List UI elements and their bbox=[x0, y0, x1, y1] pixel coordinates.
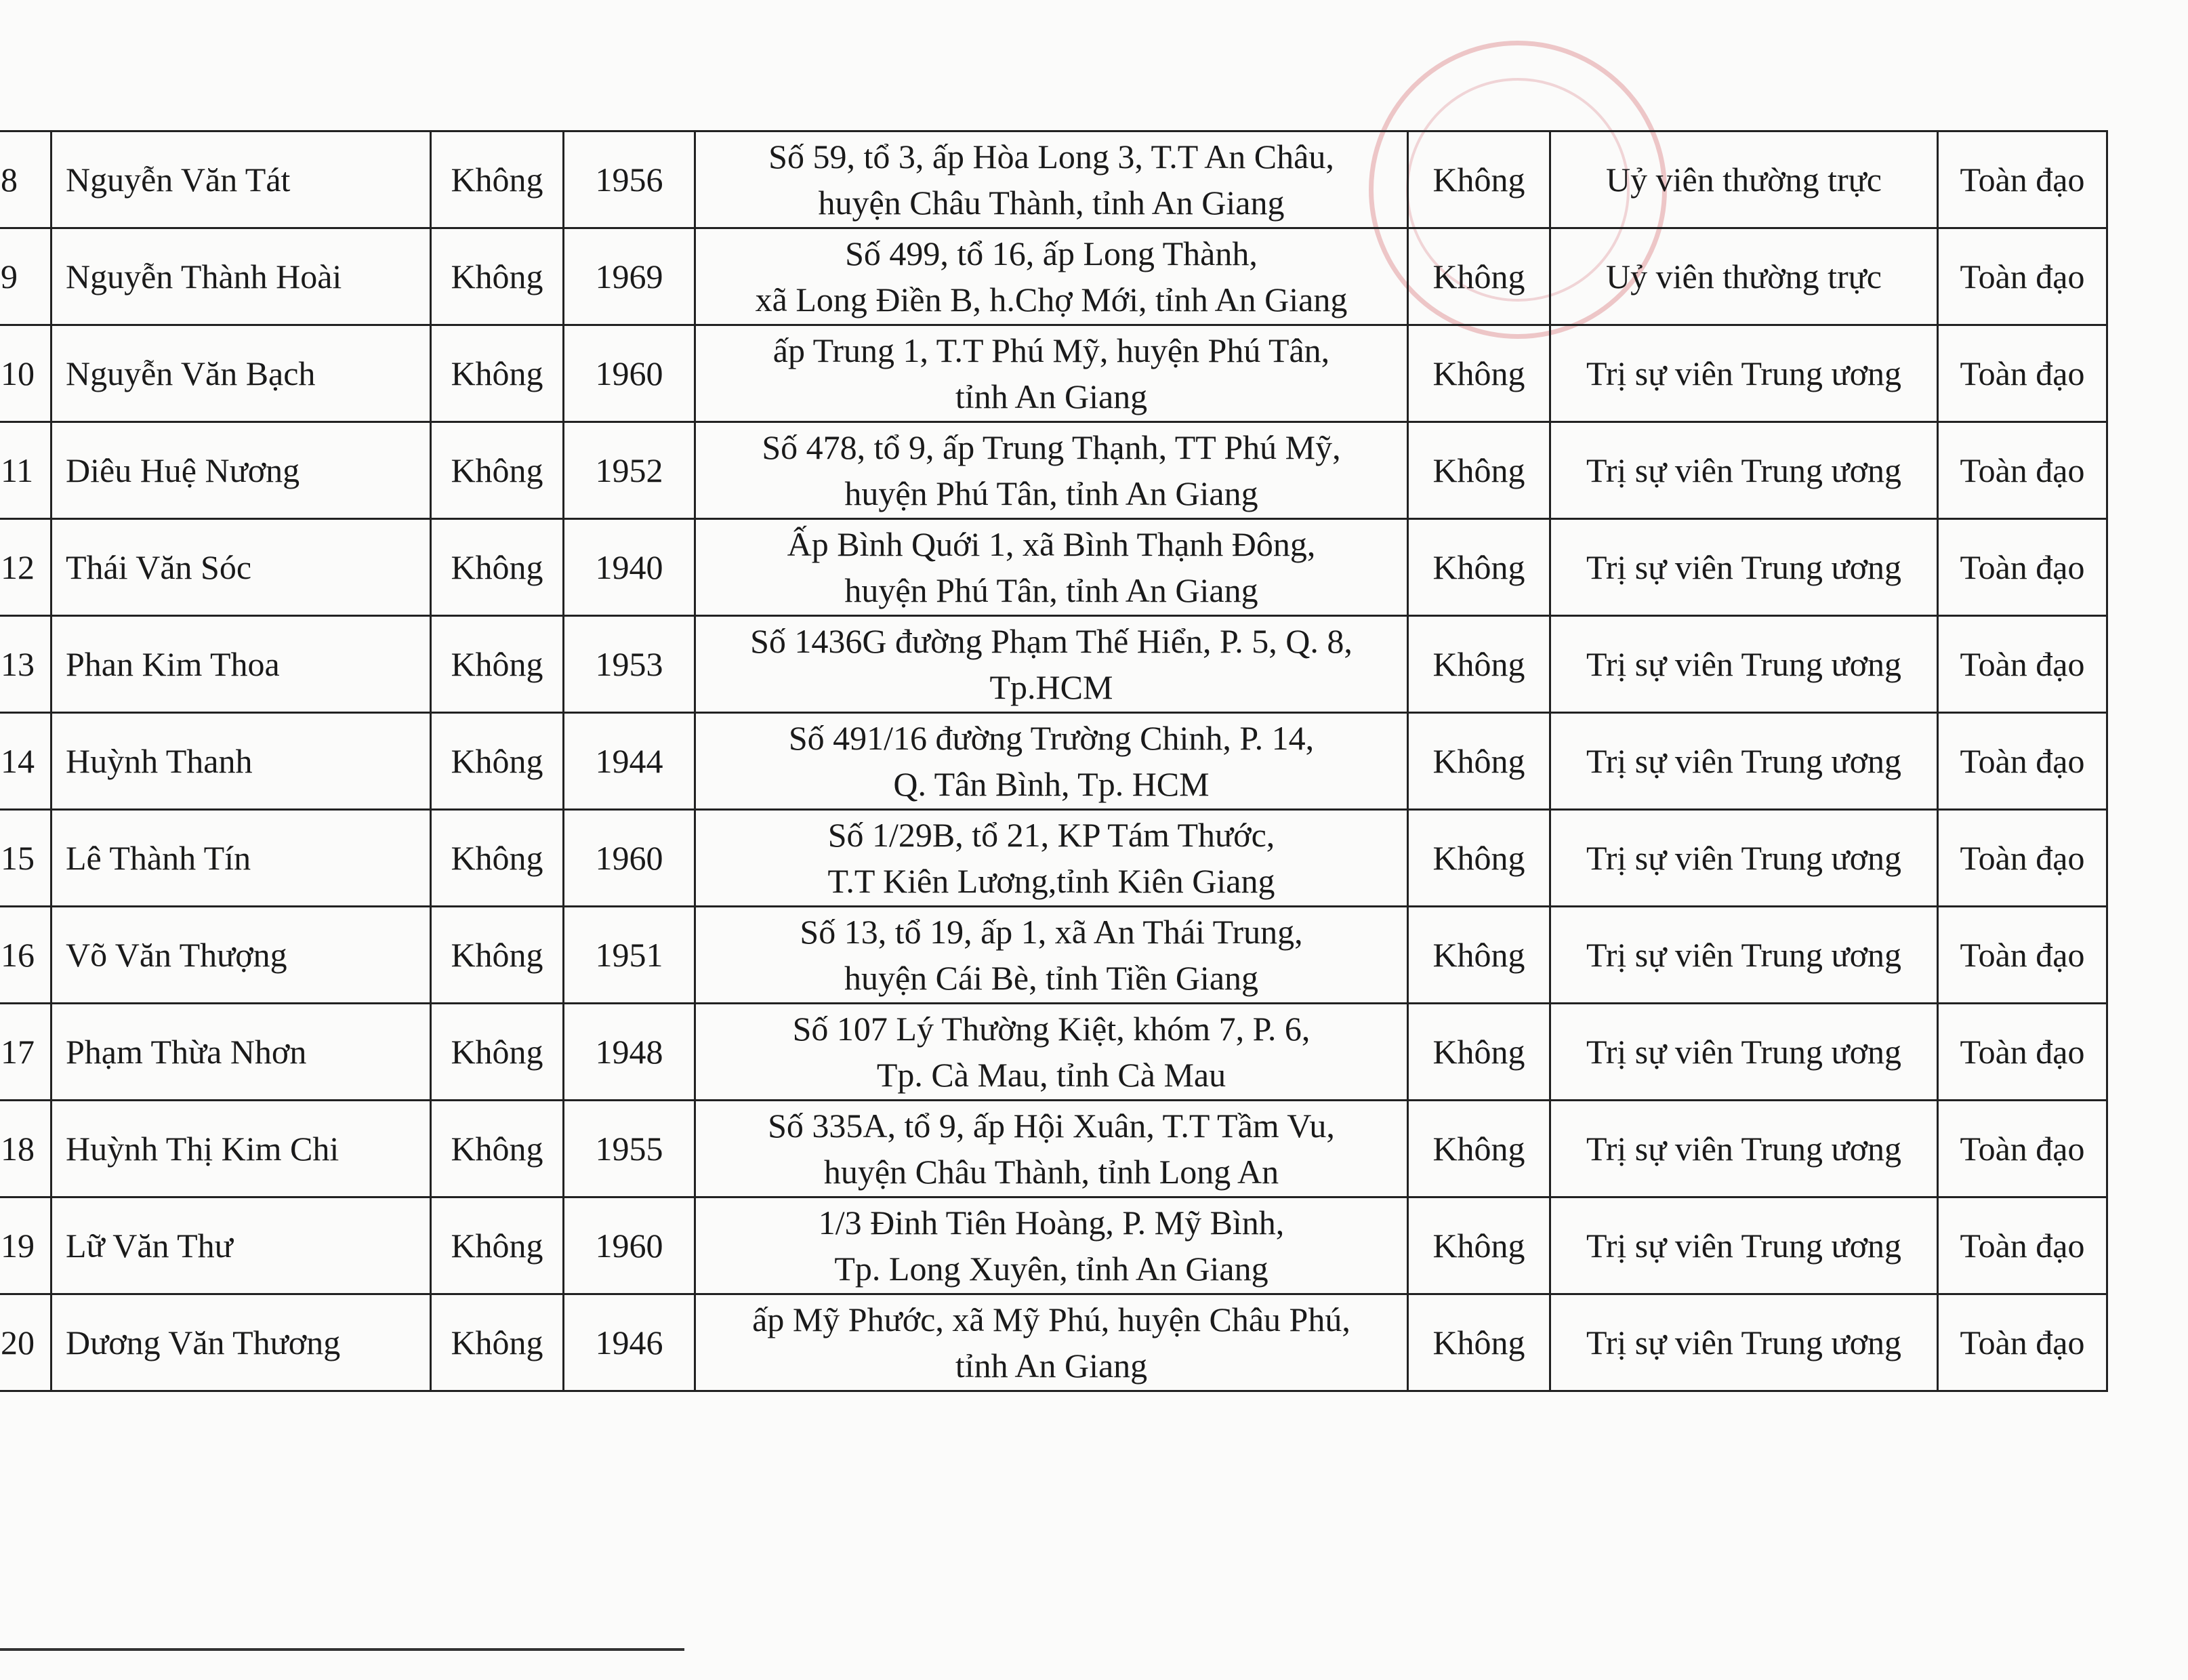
cell-col3: Không bbox=[431, 810, 564, 907]
cell-role: Trị sự viên Trung ương bbox=[1550, 1294, 1938, 1391]
cell-scope: Toàn đạo bbox=[1938, 616, 2107, 713]
cell-scope: Toàn đạo bbox=[1938, 422, 2107, 519]
cell-stt: 8 bbox=[0, 131, 51, 228]
cell-scope: Toàn đạo bbox=[1938, 228, 2107, 325]
cell-role: Trị sự viên Trung ương bbox=[1550, 422, 1938, 519]
cell-stt: 12 bbox=[0, 519, 51, 616]
address-line: Số 13, tổ 19, ấp 1, xã An Thái Trung, bbox=[800, 913, 1303, 951]
address-line: Số 59, tổ 3, ấp Hòa Long 3, T.T An Châu, bbox=[768, 138, 1334, 176]
address-line: huyện Phú Tân, tỉnh An Giang bbox=[844, 474, 1258, 512]
table-row bbox=[0, 1004, 2107, 1101]
address-line: Số 107 Lý Thường Kiệt, khóm 7, P. 6, bbox=[792, 1010, 1310, 1048]
address-line: ấp Mỹ Phước, xã Mỹ Phú, huyện Châu Phú, bbox=[752, 1300, 1350, 1338]
cell-role: Uỷ viên thường trực bbox=[1550, 228, 1938, 325]
cell-birth-year: 1960 bbox=[564, 1197, 695, 1294]
cell-address bbox=[695, 1294, 1408, 1391]
address-line: Số 335A, tổ 9, ấp Hội Xuân, T.T Tầm Vu, bbox=[768, 1107, 1335, 1145]
address-line: Số 499, tổ 16, ấp Long Thành, bbox=[845, 234, 1258, 272]
cell-address bbox=[695, 810, 1408, 907]
table-row bbox=[0, 228, 2107, 325]
cell-birth-year: 1969 bbox=[564, 228, 695, 325]
cell-role: Trị sự viên Trung ương bbox=[1550, 810, 1938, 907]
cell-birth-year: 1952 bbox=[564, 422, 695, 519]
cell-name: Nguyễn Thành Hoài bbox=[51, 228, 431, 325]
cell-col6: Không bbox=[1408, 1101, 1550, 1197]
table-row bbox=[0, 810, 2107, 907]
cell-address bbox=[695, 325, 1408, 422]
table-row bbox=[0, 1197, 2107, 1294]
cell-stt: 11 bbox=[0, 422, 51, 519]
table-row bbox=[0, 131, 2107, 228]
cell-col3: Không bbox=[431, 1294, 564, 1391]
cell-address bbox=[695, 1197, 1408, 1294]
address-line: huyện Phú Tân, tỉnh An Giang bbox=[844, 571, 1258, 609]
cell-scope: Toàn đạo bbox=[1938, 519, 2107, 616]
cell-col3: Không bbox=[431, 519, 564, 616]
address-line: huyện Cái Bè, tỉnh Tiền Giang bbox=[844, 959, 1259, 997]
cell-name: Thái Văn Sóc bbox=[51, 519, 431, 616]
address-line: huyện Châu Thành, tỉnh Long An bbox=[823, 1153, 1279, 1191]
cell-name: Huỳnh Thanh bbox=[51, 713, 431, 810]
cell-name: Huỳnh Thị Kim Chi bbox=[51, 1101, 431, 1197]
address-line: Số 1436G đường Phạm Thế Hiển, P. 5, Q. 8, bbox=[750, 622, 1353, 660]
cell-scope: Toàn đạo bbox=[1938, 810, 2107, 907]
member-table bbox=[0, 130, 2108, 1392]
footer-rule bbox=[0, 1648, 684, 1651]
cell-col6: Không bbox=[1408, 1294, 1550, 1391]
address-line: Ấp Bình Quới 1, xã Bình Thạnh Đông, bbox=[787, 525, 1316, 563]
table-row bbox=[0, 1101, 2107, 1197]
cell-name: Nguyễn Văn Tát bbox=[51, 131, 431, 228]
cell-scope: Toàn đạo bbox=[1938, 907, 2107, 1004]
cell-scope: Toàn đạo bbox=[1938, 325, 2107, 422]
table-row bbox=[0, 519, 2107, 616]
cell-name: Lê Thành Tín bbox=[51, 810, 431, 907]
member-table-body bbox=[0, 131, 2107, 1391]
table-row bbox=[0, 616, 2107, 713]
address-line: 1/3 Đinh Tiên Hoàng, P. Mỹ Bình, bbox=[818, 1204, 1285, 1242]
table-row bbox=[0, 325, 2107, 422]
address-line: Số 491/16 đường Trường Chinh, P. 14, bbox=[788, 719, 1315, 757]
cell-birth-year: 1948 bbox=[564, 1004, 695, 1101]
cell-role: Uỷ viên thường trực bbox=[1550, 131, 1938, 228]
address-line: Tp. Long Xuyên, tỉnh An Giang bbox=[834, 1250, 1268, 1288]
cell-name: Diêu Huệ Nương bbox=[51, 422, 431, 519]
address-line: Tp.HCM bbox=[989, 668, 1113, 706]
cell-stt: 19 bbox=[0, 1197, 51, 1294]
cell-col6: Không bbox=[1408, 713, 1550, 810]
address-line: T.T Kiên Lương,tỉnh Kiên Giang bbox=[827, 862, 1275, 900]
cell-stt: 15 bbox=[0, 810, 51, 907]
cell-address bbox=[695, 519, 1408, 616]
cell-col6: Không bbox=[1408, 228, 1550, 325]
cell-col6: Không bbox=[1408, 1197, 1550, 1294]
cell-address bbox=[695, 1101, 1408, 1197]
cell-col3: Không bbox=[431, 907, 564, 1004]
cell-address bbox=[695, 616, 1408, 713]
table-row bbox=[0, 1294, 2107, 1391]
table-row bbox=[0, 907, 2107, 1004]
address-line: tỉnh An Giang bbox=[955, 1347, 1148, 1385]
cell-role: Trị sự viên Trung ương bbox=[1550, 616, 1938, 713]
cell-name: Nguyễn Văn Bạch bbox=[51, 325, 431, 422]
cell-address bbox=[695, 228, 1408, 325]
address-line: Tp. Cà Mau, tỉnh Cà Mau bbox=[876, 1056, 1226, 1094]
cell-scope: Toàn đạo bbox=[1938, 1101, 2107, 1197]
cell-col6: Không bbox=[1408, 325, 1550, 422]
cell-role: Trị sự viên Trung ương bbox=[1550, 519, 1938, 616]
cell-stt: 10 bbox=[0, 325, 51, 422]
cell-birth-year: 1953 bbox=[564, 616, 695, 713]
cell-col3: Không bbox=[431, 228, 564, 325]
cell-col6: Không bbox=[1408, 131, 1550, 228]
address-line: tỉnh An Giang bbox=[955, 377, 1148, 415]
cell-role: Trị sự viên Trung ương bbox=[1550, 325, 1938, 422]
cell-role: Trị sự viên Trung ương bbox=[1550, 713, 1938, 810]
cell-address bbox=[695, 713, 1408, 810]
cell-col6: Không bbox=[1408, 1004, 1550, 1101]
cell-name: Võ Văn Thượng bbox=[51, 907, 431, 1004]
cell-col3: Không bbox=[431, 1101, 564, 1197]
cell-name: Phạm Thừa Nhơn bbox=[51, 1004, 431, 1101]
cell-col6: Không bbox=[1408, 519, 1550, 616]
cell-birth-year: 1960 bbox=[564, 325, 695, 422]
cell-col3: Không bbox=[431, 1004, 564, 1101]
cell-col3: Không bbox=[431, 1197, 564, 1294]
cell-name: Lữ Văn Thư bbox=[51, 1197, 431, 1294]
cell-birth-year: 1956 bbox=[564, 131, 695, 228]
cell-col6: Không bbox=[1408, 422, 1550, 519]
cell-col3: Không bbox=[431, 713, 564, 810]
cell-scope: Toàn đạo bbox=[1938, 1294, 2107, 1391]
cell-name: Phan Kim Thoa bbox=[51, 616, 431, 713]
cell-address bbox=[695, 907, 1408, 1004]
cell-name: Dương Văn Thương bbox=[51, 1294, 431, 1391]
table-row bbox=[0, 422, 2107, 519]
cell-stt: 14 bbox=[0, 713, 51, 810]
cell-address bbox=[695, 131, 1408, 228]
cell-address bbox=[695, 422, 1408, 519]
cell-scope: Toàn đạo bbox=[1938, 131, 2107, 228]
cell-col3: Không bbox=[431, 422, 564, 519]
cell-birth-year: 1951 bbox=[564, 907, 695, 1004]
cell-col3: Không bbox=[431, 616, 564, 713]
cell-stt: 18 bbox=[0, 1101, 51, 1197]
cell-stt: 13 bbox=[0, 616, 51, 713]
cell-scope: Toàn đạo bbox=[1938, 1197, 2107, 1294]
cell-stt: 9 bbox=[0, 228, 51, 325]
address-line: Q. Tân Bình, Tp. HCM bbox=[893, 765, 1210, 803]
cell-birth-year: 1946 bbox=[564, 1294, 695, 1391]
cell-scope: Toàn đạo bbox=[1938, 713, 2107, 810]
cell-role: Trị sự viên Trung ương bbox=[1550, 1197, 1938, 1294]
address-line: ấp Trung 1, T.T Phú Mỹ, huyện Phú Tân, bbox=[772, 331, 1330, 369]
cell-col6: Không bbox=[1408, 616, 1550, 713]
address-line: Số 1/29B, tổ 21, KP Tám Thước, bbox=[827, 816, 1275, 854]
table-row bbox=[0, 713, 2107, 810]
cell-birth-year: 1940 bbox=[564, 519, 695, 616]
cell-stt: 20 bbox=[0, 1294, 51, 1391]
cell-birth-year: 1944 bbox=[564, 713, 695, 810]
cell-stt: 16 bbox=[0, 907, 51, 1004]
cell-scope: Toàn đạo bbox=[1938, 1004, 2107, 1101]
cell-role: Trị sự viên Trung ương bbox=[1550, 1101, 1938, 1197]
address-line: Số 478, tổ 9, ấp Trung Thạnh, TT Phú Mỹ, bbox=[762, 428, 1341, 466]
cell-col3: Không bbox=[431, 325, 564, 422]
cell-birth-year: 1960 bbox=[564, 810, 695, 907]
address-line: huyện Châu Thành, tỉnh An Giang bbox=[818, 184, 1285, 222]
cell-address bbox=[695, 1004, 1408, 1101]
cell-stt: 17 bbox=[0, 1004, 51, 1101]
cell-col3: Không bbox=[431, 131, 564, 228]
cell-col6: Không bbox=[1408, 907, 1550, 1004]
cell-role: Trị sự viên Trung ương bbox=[1550, 907, 1938, 1004]
address-line: xã Long Điền B, h.Chợ Mới, tỉnh An Giang bbox=[755, 281, 1348, 319]
cell-birth-year: 1955 bbox=[564, 1101, 695, 1197]
cell-col6: Không bbox=[1408, 810, 1550, 907]
cell-role: Trị sự viên Trung ương bbox=[1550, 1004, 1938, 1101]
